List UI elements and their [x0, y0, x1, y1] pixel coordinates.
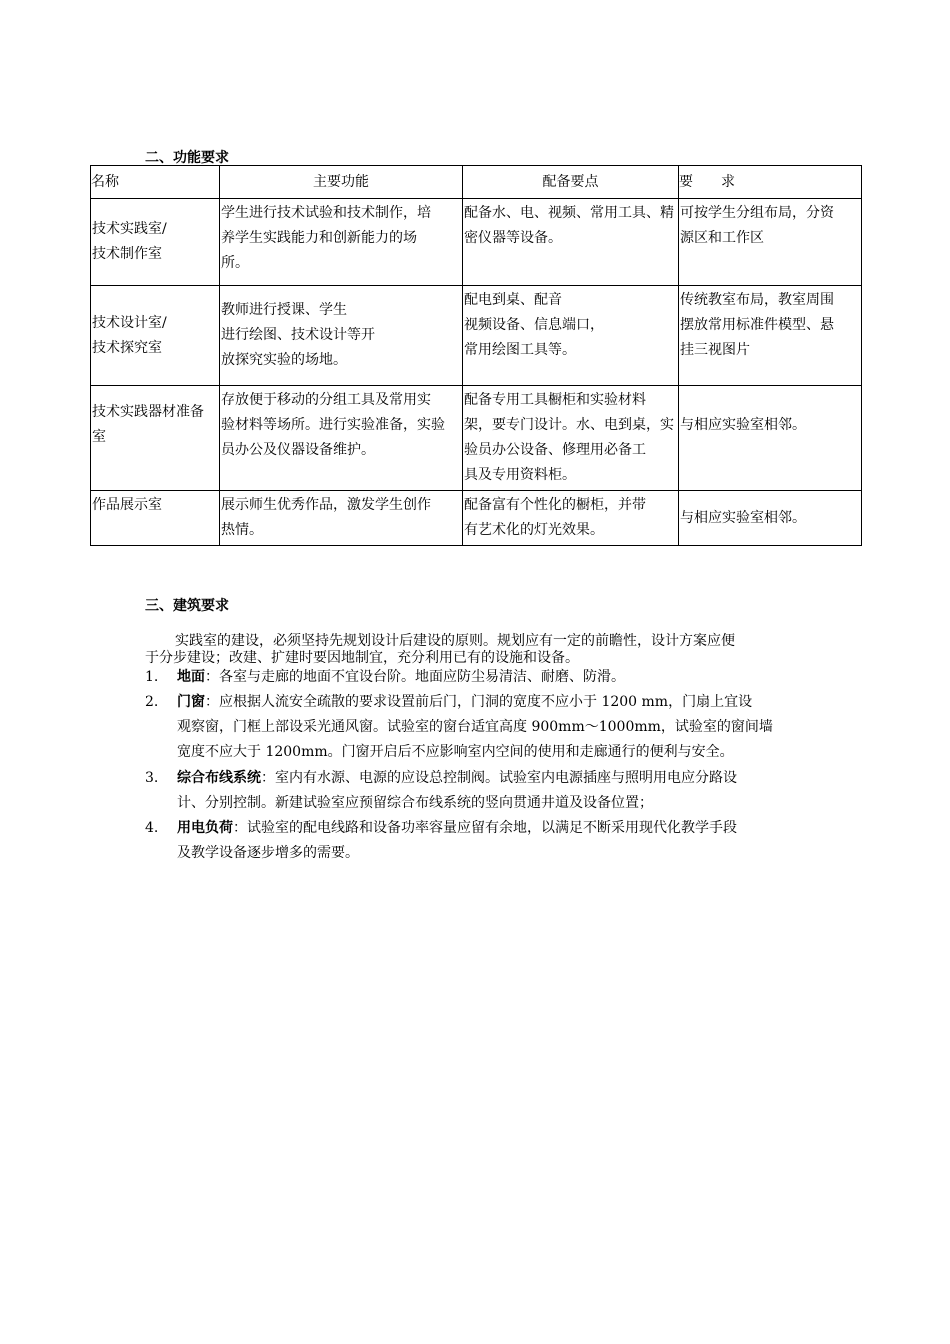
section-3-title: 三、建筑要求: [145, 598, 229, 614]
cell-requirement: 与相应实验室相邻。: [679, 386, 862, 491]
cell-requirement: 可按学生分组布局，分资 源区和工作区: [679, 199, 862, 286]
cell-name: 技术实践室/ 技术制作室: [91, 199, 220, 286]
list-item: 3. 综合布线系统：室内有水源、电源的应设总控制阀。试验室内电源插座与照明用电应分路设 计、分别控制。新建试验室应预留综合布线系统的竖向贯通井道及设备位置；: [145, 770, 737, 811]
table-header-row: [91, 166, 862, 199]
cell-name: 作品展示室: [91, 491, 220, 546]
header-name: 名称: [91, 166, 220, 199]
cell-equipment: 配备专用工具橱柜和实验材料 架，要专门设计。水、电到桌，实 验员办公设备、修理用必备工 具及专用资料柜。: [463, 386, 679, 491]
table-row: [91, 491, 862, 546]
table-row: [91, 286, 862, 386]
cell-requirement: 与相应实验室相邻。: [679, 491, 862, 546]
cell-name: 技术设计室/ 技术探究室: [91, 286, 220, 386]
header-function: 主要功能: [220, 166, 463, 199]
cell-equipment: 配备水、电、视频、常用工具、精 密仪器等设备。: [463, 199, 679, 286]
cell-function: 学生进行技术试验和技术制作，培 养学生实践能力和创新能力的场 所。: [220, 199, 463, 286]
header-equipment: 配备要点: [463, 166, 679, 199]
table-row: [91, 386, 862, 491]
list-item: 4. 用电负荷：试验室的配电线路和设备功率容量应留有余地，以满足不断采用现代化教学手段 及教学设备逐步增多的需要。: [145, 820, 737, 861]
cell-equipment: 配备富有个性化的橱柜，并带 有艺术化的灯光效果。: [463, 491, 679, 546]
cell-name: 技术实践器材准备 室: [91, 386, 220, 491]
intro-paragraph: 实践室的建设，必须坚持先规划设计后建设的原则。规划应有一定的前瞻性，设计方案应便 于分步建设；改建、扩建时要因地制宜，充分利用已有的设施和设备。: [145, 633, 735, 666]
header-requirement: 要 求: [679, 166, 862, 199]
function-requirements-table: [90, 165, 862, 546]
cell-function: 教师进行授课、学生 进行绘图、技术设计等开 放探究实验的场地。: [220, 286, 463, 386]
list-item: 2. 门窗：应根据人流安全疏散的要求设置前后门，门洞的宽度不应小于 1200 mm，门扇上宜设 观察窗，门框上部设采光通风窗。试验室的窗台适宜高度 900mm～1000mm，试验室的窗间墙 宽度不应大于 1200mm。门窗开启后不应影响室内空间的使用和走廊通行的便利与安全。: [145, 694, 773, 760]
list-item: 1. 地面：各室与走廊的地面不宜设台阶。地面应防尘易清洁、耐磨、防滑。: [145, 669, 625, 685]
cell-requirement: 传统教室布局，教室周围 摆放常用标准件模型、悬 挂三视图片: [679, 286, 862, 386]
cell-function: 存放便于移动的分组工具及常用实 验材料等场所。进行实验准备，实验 员办公及仪器设备维护。: [220, 386, 463, 491]
cell-function: 展示师生优秀作品，激发学生创作 热情。: [220, 491, 463, 546]
table-row: [91, 199, 862, 286]
cell-equipment: 配电到桌、配音 视频设备、信息端口， 常用绘图工具等。: [463, 286, 679, 386]
section-2-title: 二、功能要求: [145, 150, 229, 166]
